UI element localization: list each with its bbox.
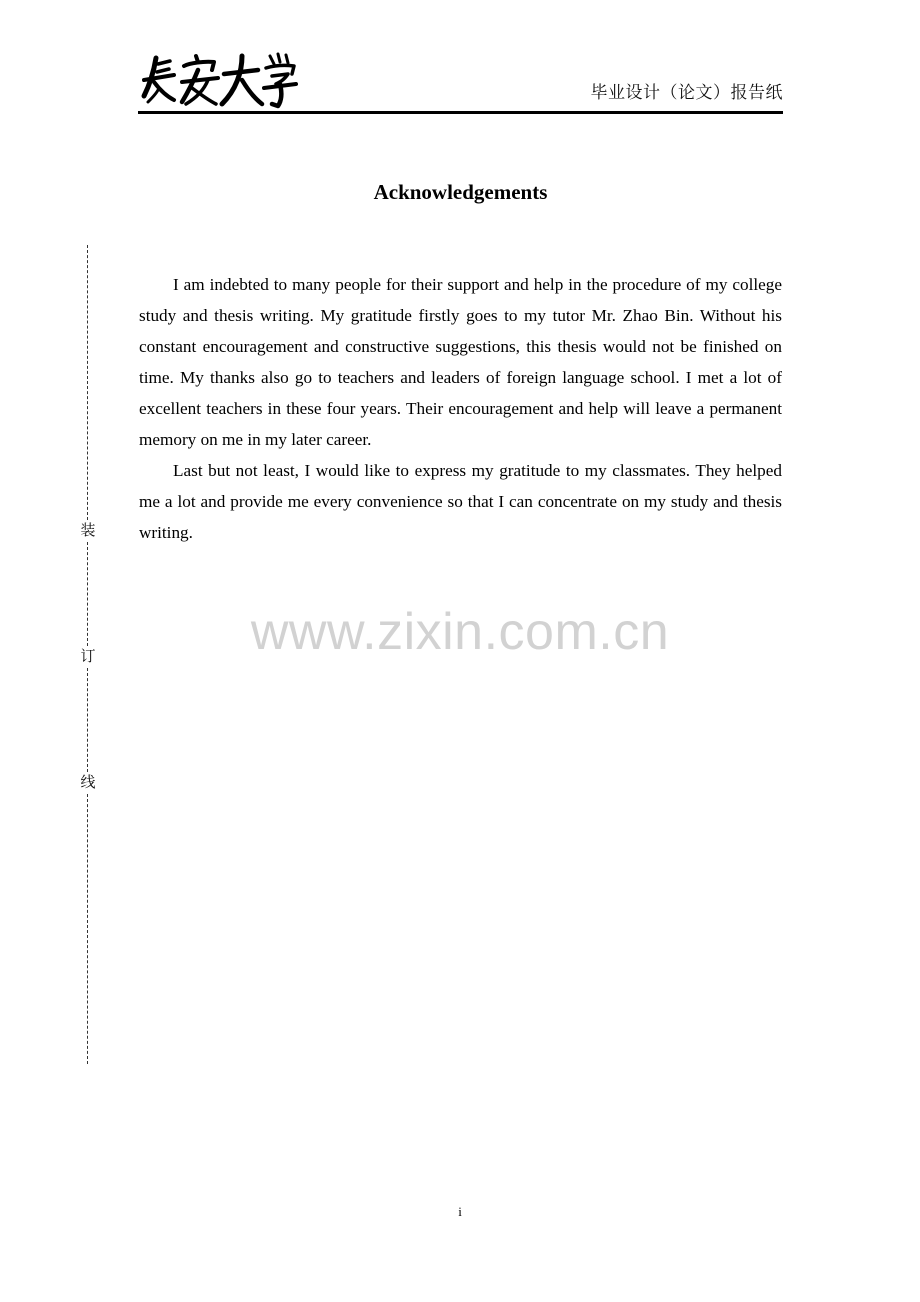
acknowledgements-body [139, 269, 782, 548]
page-title: Acknowledgements [373, 180, 548, 204]
page-number: i [458, 1204, 462, 1219]
binding-dashed-segment [87, 668, 88, 772]
watermark: www.zixin.com.cn [250, 603, 670, 661]
binding-char-zhuang: 装 [78, 520, 98, 540]
binding-dashed-segment [87, 245, 88, 520]
binding-dashed-segment [87, 794, 88, 1064]
page-header [138, 40, 783, 116]
paragraph: I am indebted to many people for their support and help in the procedure of my college study and thesis writing. My gratitude firstly goes to my tutor Mr. Zhao Bin. Without his constant encouragement and constructive suggestions, this thesis would not be finished on time. My thanks also go to teachers and leaders of foreign language school. I met a lot of excellent teachers in these four years. Their encouragement and help will leave a permanent memory on me in my later career. [139, 275, 782, 449]
paragraph: Last but not least, I would like to express my gratitude to my classmates. They helped me a lot and provide me every convenience so that I can concentrate on my study and thesis writing. [139, 461, 782, 542]
university-logo [138, 50, 298, 110]
header-divider [138, 111, 783, 114]
binding-char-ding: 订 [78, 646, 98, 666]
binding-char-xian: 线 [78, 772, 98, 792]
university-logo-calligraphy [138, 50, 298, 110]
report-paper-label: 毕业设计（论文）报告纸 [590, 83, 783, 103]
